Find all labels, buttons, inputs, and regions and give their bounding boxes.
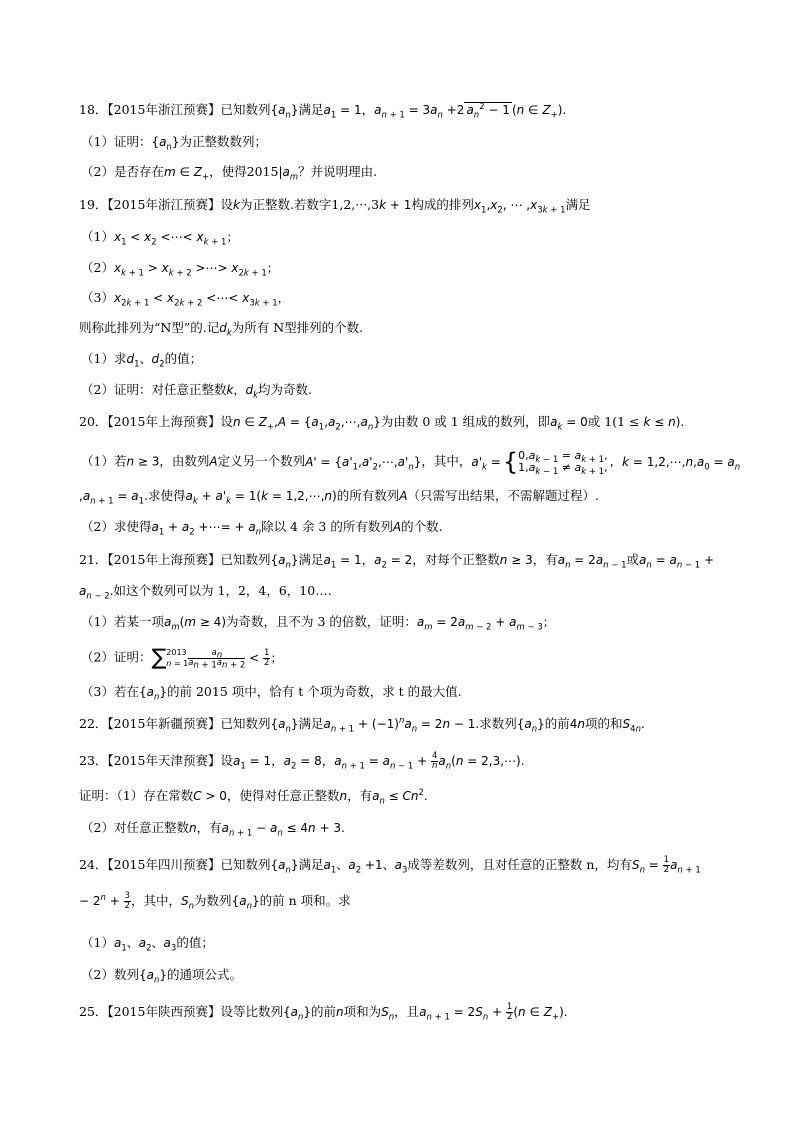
problem-19-condition-1: $(1)x_1 < x_2$ <⋯< $x_{k + 1}$； <box>81 229 239 248</box>
problem-18-part-2: （2）是否存在m ∈ $Z_+$，使得$2015|a_m$？并说明理由. <box>81 164 378 183</box>
problem-number: 23． <box>79 753 108 768</box>
problem-source: 【2015年陕西预赛】 <box>107 1004 221 1019</box>
problem-21-part-3: （3）若在$\{a_n\}$的前 2015 项中，恰有 t 个项为奇数，求 t 的最大值. <box>81 684 462 703</box>
problem-20-part-1: （1）若n ≥ 3，由数列A定义另一个数列$A' = \{a'_1,a'_2,\cdots,a'_n\}$，其中，$a'_k$ ={ $0,a_{k - 1} = a_{k + 1}$, $1,a_{k - 1} \ne a_{k + 1}$, ，$k = 1,2,\cdots,n,a_0 = a_n$ <box>81 448 741 478</box>
problem-19-condition-2: $(2)x_{k + 1} > x_{k + 2}$ >⋯> $x_{2k + 1}$； <box>81 260 279 279</box>
problem-number: 21． <box>79 552 108 567</box>
problem-number: 22． <box>79 716 108 731</box>
problem-20-statement: 20．【2015年上海预赛】设n ∈ $Z_+,A$ = $\{a_1,a_2,\cdots,a_n\}$为由数 0 或 1 组成的数列，即$a_k = 0$或 1(1 ≤ k ≤ n). <box>79 414 685 433</box>
problem-source: 【2015年新疆预赛】 <box>107 716 221 731</box>
problem-22-statement: 22．【2015年新疆预赛】已知数列$\{a_n\}$满足$a_{n + 1} + (-1)^na_n = 2n - 1$.求数列$\{a_n\}$的前4n项的和$S_{4n}$. <box>79 716 645 735</box>
problem-21-part-1: （1）若某一项$a_m(m \ge 4)$为奇数，且不为 3 的倍数，证明：$a_m = 2a_{m - 2} + a_{m - 3}$； <box>81 614 555 633</box>
problem-18-part-1: （1）证明：$\{a_n\}$为正整数数列； <box>81 134 267 153</box>
problem-23-part-1: 证明：（1）存在常数C > 0，使得对任意正整数n，有$a_n \le Cn^2$. <box>79 788 428 807</box>
problem-23-part-2: （2）对任意正整数n，有$a_{n + 1} - a_n \le 4n + 3$. <box>81 820 345 839</box>
problem-number: 20． <box>79 414 108 429</box>
problem-25-statement: 25．【2015年陕西预赛】设等比数列$\{a_n\}$的前n项和为$S_n$，且$a_{n + 1} = 2S_n$ + $\frac{1}{2}$ (n ∈ $Z_+$). <box>79 1002 568 1023</box>
problem-number: 18． <box>79 102 108 117</box>
problem-source: 【2015年浙江预赛】 <box>107 197 221 212</box>
problem-23-statement: 23．【2015年天津预赛】设$a_1 = 1$，$a_2 = 8$，$a_{n + 1} = a_{n - 1}$ + $\frac{4}{n}$ $a_n(n$ = 2,3,⋯). <box>79 751 525 772</box>
problem-19-definition: 则称此排列为“N型”的.记$d_k$为所有 N型排列的个数. <box>79 320 364 339</box>
problem-21-statement: 21．【2015年上海预赛】已知数列$\{a_n\}$满足$a_1 = 1$，$a_2 = 2$，对每个正整数n ≥ 3，有$a_n = 2a_{n - 1}$或$a_n = a_{n - 1}$ + <box>79 552 715 571</box>
problem-number: 19． <box>79 197 108 212</box>
problem-21-part-2: （2）证明：∑ 2013 n = 1 $\frac{a_n}{a_{n + 1}a_{n + 2}}$ < $\frac{1}{2}$ ； <box>81 645 283 671</box>
problem-21-statement-cont: $a_{n - 2}$.如这个数列可以为 1，2，4，6，10…. <box>79 583 332 602</box>
problem-18-statement: 18．【2015年浙江预赛】已知数列$\{a_n\}$满足$a_1 = 1$，$a_{n + 1} = 3a_n +2$ $a_n^2 - 1$ (n ∈ $Z_+$). <box>79 102 567 121</box>
problem-19-part-1: （1）求$d_1$、$d_2$的值； <box>81 351 203 370</box>
problem-source: 【2015年上海预赛】 <box>107 552 221 567</box>
problem-24-part-1: $(1)a_1$、$a_2$、$a_3$的值； <box>81 935 214 954</box>
problem-number: 24． <box>79 857 108 872</box>
problem-24-statement: 24．【2015年四川预赛】已知数列$\{a_n\}$满足$a_1$、$a_2 +1$、$a_3$成等差数列，且对任意的正整数 n，均有$S_n$ = $\frac{1}{2}$ $a_{n + 1}$ <box>79 855 701 876</box>
problem-24-part-2: （2）数列$\{a_n\}$的通项公式。 <box>81 967 242 986</box>
problem-20-part-1-cont: $,a_{n + 1} = a_1$.求使得$a_k + a'_k = 1(k$ = 1,2,⋯,n)的所有数列A（只需写出结果，不需解题过程）. <box>79 488 599 507</box>
problem-source: 【2015年天津预赛】 <box>107 753 221 768</box>
problem-19-statement: 19．【2015年浙江预赛】设k为正整数.若数字1,2,···,3k + 1构成的排列$x_1,x_2$, ⋯ $,x_{3k + 1}$满足 <box>79 197 591 216</box>
problem-source: 【2015年浙江预赛】 <box>107 102 221 117</box>
problem-source: 【2015年上海预赛】 <box>107 414 221 429</box>
problem-number: 25． <box>79 1004 108 1019</box>
problem-24-statement-cont: − $2^n$ + $\frac{3}{2}$ ，其中，$S_n$为数列$\{a_n\}$的前 n 项和。求 <box>79 891 351 912</box>
problem-19-condition-3: $(3)x_{2k + 1} < x_{2k + 2}$ <⋯< $x_{3k + 1}$， <box>81 290 290 309</box>
problem-19-part-2: （2）证明：对任意正整数k，$d_k$均为奇数. <box>81 382 312 401</box>
problem-source: 【2015年四川预赛】 <box>107 857 221 872</box>
problem-20-part-2: （2）求使得$a_1 + a_2$ +⋯= + $a_n$除以 4 余 3 的所有数列A的个数. <box>81 519 443 538</box>
